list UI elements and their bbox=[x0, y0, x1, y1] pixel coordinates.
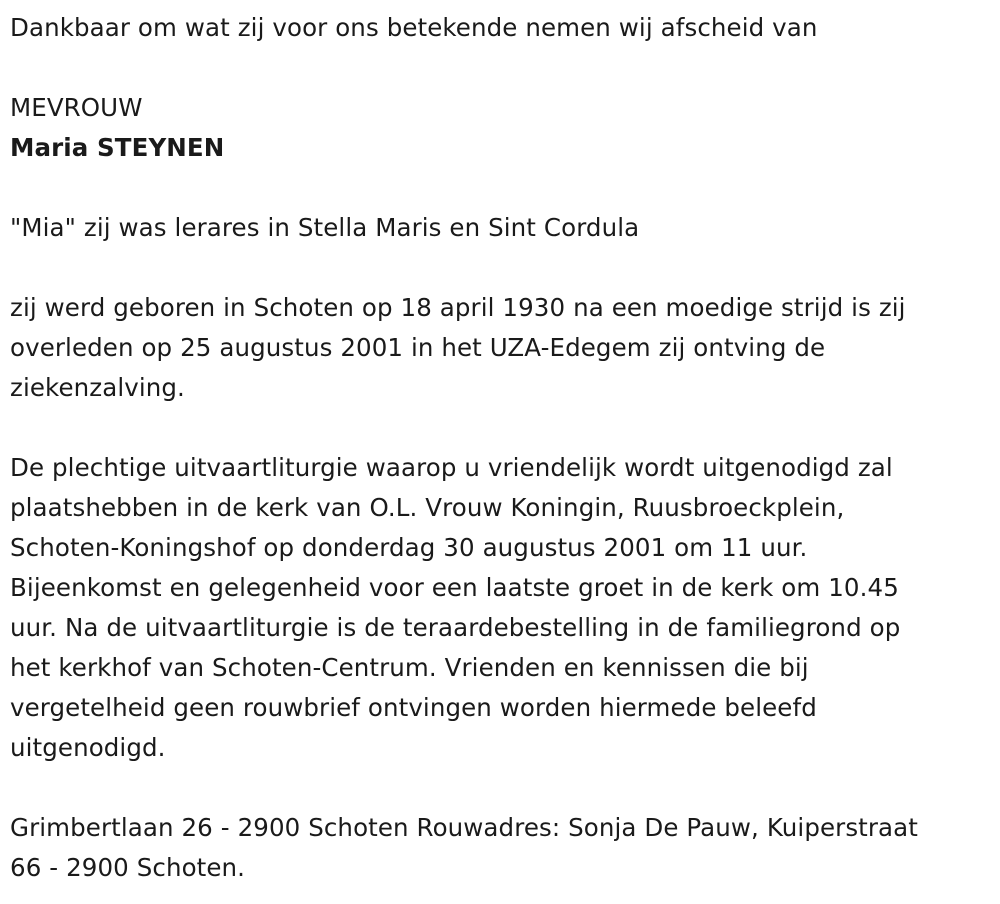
address-paragraph bbox=[10, 808, 990, 888]
address-line: 66 - 2900 Schoten. bbox=[10, 853, 246, 882]
spacer bbox=[10, 168, 990, 208]
funeral-line: uur. Na de uitvaartliturgie is de teraardebestelling in de familiegrond op bbox=[10, 613, 901, 642]
bio-line: zij werd geboren in Schoten op 18 april 1930 na een moedige strijd is zij bbox=[10, 293, 906, 322]
funeral-paragraph bbox=[10, 448, 990, 768]
spacer bbox=[10, 248, 990, 288]
intro-text: Dankbaar om wat zij voor ons betekende nemen wij afscheid van bbox=[10, 13, 818, 42]
funeral-line: Schoten-Koningshof op donderdag 30 augustus 2001 om 11 uur. bbox=[10, 533, 808, 562]
spacer bbox=[10, 408, 990, 448]
bio-line: overleden op 25 augustus 2001 in het UZA-Edegem zij ontving de bbox=[10, 333, 826, 362]
funeral-line: De plechtige uitvaartliturgie waarop u vriendelijk wordt uitgenodigd zal bbox=[10, 453, 893, 482]
spacer bbox=[10, 48, 990, 88]
funeral-line: uitgenodigd. bbox=[10, 733, 166, 762]
nickname-line: "Mia" zij was lerares in Stella Maris en Sint Cordula bbox=[10, 213, 640, 242]
deceased-name: Maria STEYNEN bbox=[10, 133, 225, 162]
spacer bbox=[10, 768, 990, 808]
bio-paragraph bbox=[10, 288, 990, 408]
address-line: Grimbertlaan 26 - 2900 Schoten Rouwadres: Sonja De Pauw, Kuiperstraat bbox=[10, 813, 918, 842]
funeral-line: plaatshebben in de kerk van O.L. Vrouw Koningin, Ruusbroeckplein, bbox=[10, 493, 845, 522]
title-text: MEVROUW bbox=[10, 93, 143, 122]
bio-line: ziekenzalving. bbox=[10, 373, 185, 402]
funeral-line: vergetelheid geen rouwbrief ontvingen worden hiermede beleefd bbox=[10, 693, 817, 722]
funeral-line: Bijeenkomst en gelegenheid voor een laatste groet in de kerk om 10.45 bbox=[10, 573, 899, 602]
funeral-line: het kerkhof van Schoten-Centrum. Vrienden en kennissen die bij bbox=[10, 653, 809, 682]
